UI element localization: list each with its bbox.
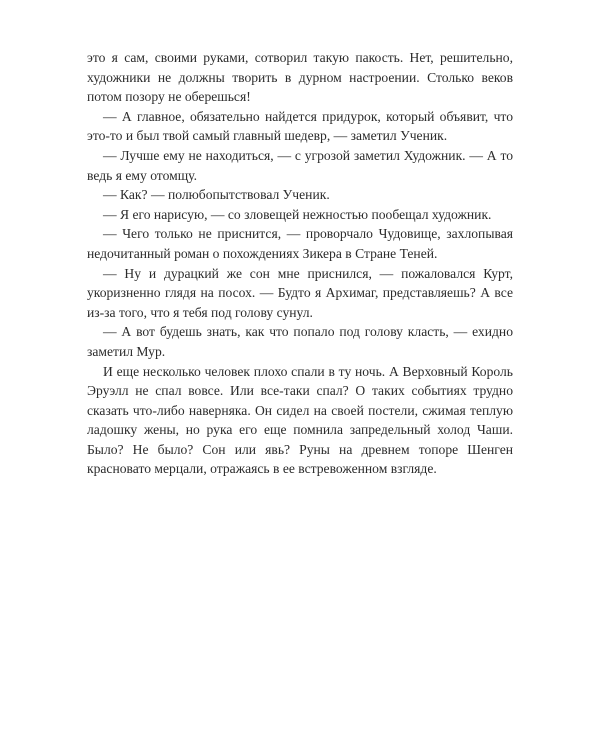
paragraph-4: — Как? — полюбопытствовал Ученик.: [103, 187, 330, 203]
paragraph-6: — Чего только не приснится, — проворчало Чудовище, захлопывая недочитанный роман о похождениях Зикера в Стране Теней.: [87, 226, 513, 261]
paragraph-9: И еще несколько человек плохо спали в ту ночь. А Верховный Король Эруэлл не спал вовсе. Или все-таки спал? О таких событиях трудно сказать что-либо наверняка. Он сидел на своей постели, сжимая теплую ладошку жены, но рука его еще помнила запредельный холод Чаши. Было? Не было? Сон или явь? Руны на древнем топоре Шенген красновато мерцали, отражаясь в ее встревоженном взгляде.: [87, 363, 513, 477]
book-page-text: [87, 48, 513, 479]
paragraph-8: — А вот будешь знать, как что попало под голову класть, — ехидно заметил Мур.: [87, 324, 513, 359]
paragraph-3: — Лучше ему не находиться, — с угрозой заметил Художник. — А то ведь я ему отомщу.: [87, 147, 513, 183]
paragraph-7: — Ну и дурацкий же сон мне приснился, — пожаловался Курт, укоризненно глядя на посох. — Будто я Архимаг, представляешь? А все из-за того, что я тебя под голову сунул.: [87, 265, 513, 320]
paragraph-5: — Я его нарисую, — со зловещей нежностью пообещал художник.: [103, 206, 492, 222]
paragraph-2: — А главное, обязательно найдется придурок, который объявит, что это-то и был твой самый главный шедевр, — заметил Ученик.: [87, 108, 513, 144]
paragraph-1: это я сам, своими руками, сотворил такую пакость. Нет, решительно, художники не должны творить в дурном настроении. Столько веков потом позору не оберешься!: [87, 50, 513, 105]
